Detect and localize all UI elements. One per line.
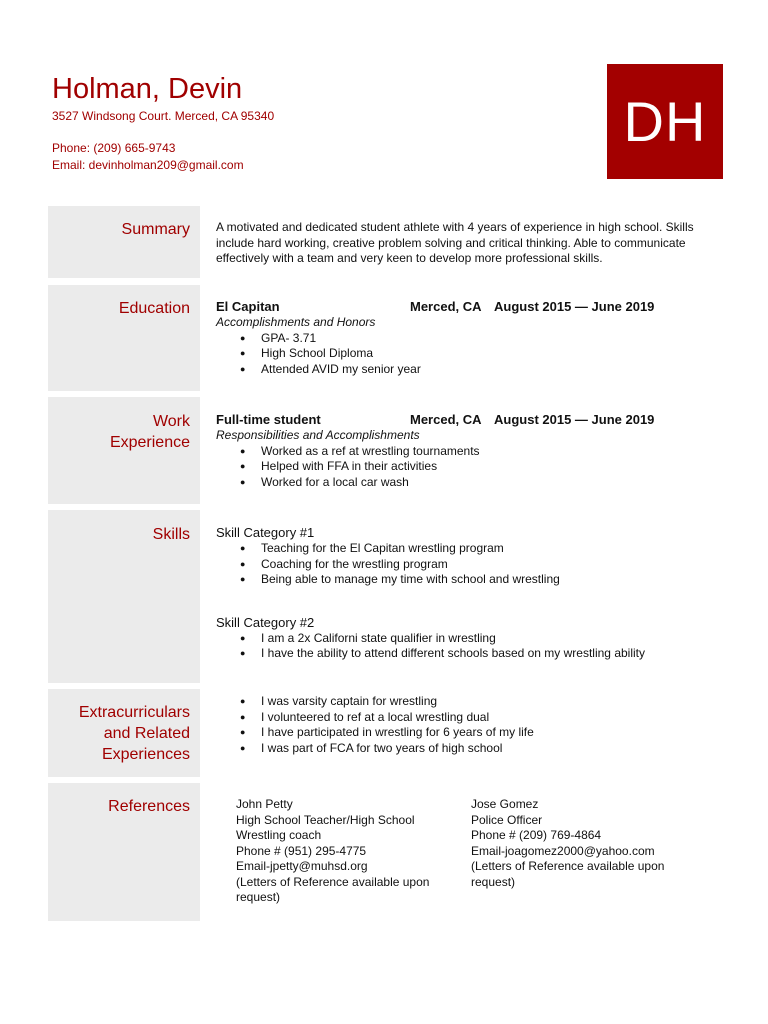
ref1-line: John Petty: [236, 797, 293, 811]
ref2-line: Phone # (209) 769-4864: [471, 828, 602, 842]
skills-list-2: [216, 631, 716, 662]
summary-band: [48, 206, 200, 278]
list-item: ● Being able to manage my time with school and wrestling: [216, 572, 716, 588]
education-row-head: [216, 298, 716, 315]
extracurriculars-list: [216, 694, 716, 756]
work-org: Full-time student: [216, 412, 321, 427]
references-content: [216, 797, 716, 906]
ref1-line: High School Teacher/High School: [236, 812, 415, 827]
skill-category-2: Skill Category #2: [216, 614, 315, 630]
education-org: El Capitan: [216, 299, 280, 314]
work-location: Merced, CA: [410, 412, 482, 427]
education-location: Merced, CA: [410, 299, 482, 314]
ref1-line: Wrestling coach: [236, 828, 322, 842]
ref1-line: Email-jpetty@muhsd.org: [236, 859, 368, 873]
extra-label-line1: Extracurriculars: [78, 704, 190, 721]
resume-header: [52, 70, 274, 174]
skills-list-1: [216, 541, 716, 588]
work-label-line2: Experience: [109, 434, 190, 451]
candidate-name: Holman, Devin: [52, 73, 243, 105]
ref1-line: (Letters of Reference available upon: [236, 874, 430, 889]
list-item: ● I was varsity captain for wrestling: [216, 694, 716, 710]
list-item: ● Worked as a ref at wrestling tournaments: [216, 444, 716, 460]
references-label: References: [108, 798, 190, 815]
reference-2: [451, 797, 686, 906]
ref2-line: Police Officer: [471, 812, 543, 827]
work-label: [48, 411, 190, 453]
list-item: ● I volunteered to ref at a local wrestling dual: [216, 710, 716, 726]
extracurriculars-content: [216, 694, 716, 756]
list-item: ● I am a 2x Californi state qualifier in wrestling: [216, 631, 716, 647]
reference-1: [216, 797, 451, 906]
extra-label-line3: Experiences: [101, 746, 190, 763]
work-row-head: [216, 411, 716, 428]
ref2-line: (Letters of Reference available upon: [471, 859, 665, 873]
address: 3527 Windsong Court. Merced, CA 95340: [52, 109, 275, 123]
list-item: ● GPA- 3.71: [216, 331, 716, 347]
skills-label: Skills: [152, 526, 190, 543]
email: Email: devinholman209@gmail.com: [52, 158, 244, 172]
ref2-line: request): [471, 874, 516, 889]
list-item: ● I have the ability to attend different schools based on my wrestling ability: [216, 646, 716, 662]
summary-label: Summary: [121, 221, 190, 238]
work-content: [216, 411, 716, 490]
ref2-line: Email-joagomez2000@yahoo.com: [471, 843, 655, 858]
phone: Phone: (209) 665-9743: [52, 141, 176, 155]
monogram-logo: DH: [607, 64, 723, 179]
list-item: ● Attended AVID my senior year: [216, 362, 716, 378]
education-content: [216, 298, 716, 377]
ref1-line: Phone # (951) 295-4775: [236, 843, 367, 858]
skill-category-1: Skill Category #1: [216, 525, 315, 540]
education-subhead: Accomplishments and Honors: [216, 315, 376, 329]
list-item: ● Worked for a local car wash: [216, 475, 716, 491]
ref1-line: request): [236, 890, 281, 904]
education-label: Education: [118, 300, 190, 317]
skills-content: [216, 524, 716, 662]
work-list: [216, 444, 716, 491]
education-dates: August 2015 — June 2019: [494, 299, 655, 314]
list-item: ● Coaching for the wrestling program: [216, 557, 716, 573]
summary-text: A motivated and dedicated student athlete with 4 years of experience in high school. Skills include hard working, creative problem solving and critical thinking. Able to communicate effectively with a team and very keen to develop more professional skills.: [216, 220, 694, 265]
work-dates: August 2015 — June 2019: [494, 412, 655, 427]
education-list: [216, 331, 716, 378]
list-item: ● I was part of FCA for two years of high school: [216, 741, 716, 757]
list-item: ● High School Diploma: [216, 346, 716, 362]
list-item: ● I have participated in wrestling for 6 years of my life: [216, 725, 716, 741]
ref2-line: Jose Gomez: [471, 797, 539, 811]
extracurriculars-label: [48, 702, 190, 765]
extra-label-line2: and Related: [103, 725, 190, 742]
list-item: ● Helped with FFA in their activities: [216, 459, 716, 475]
work-subhead: Responsibilities and Accomplishments: [216, 428, 420, 442]
work-label-line1: Work: [152, 413, 190, 430]
list-item: ● Teaching for the El Capitan wrestling program: [216, 541, 716, 557]
